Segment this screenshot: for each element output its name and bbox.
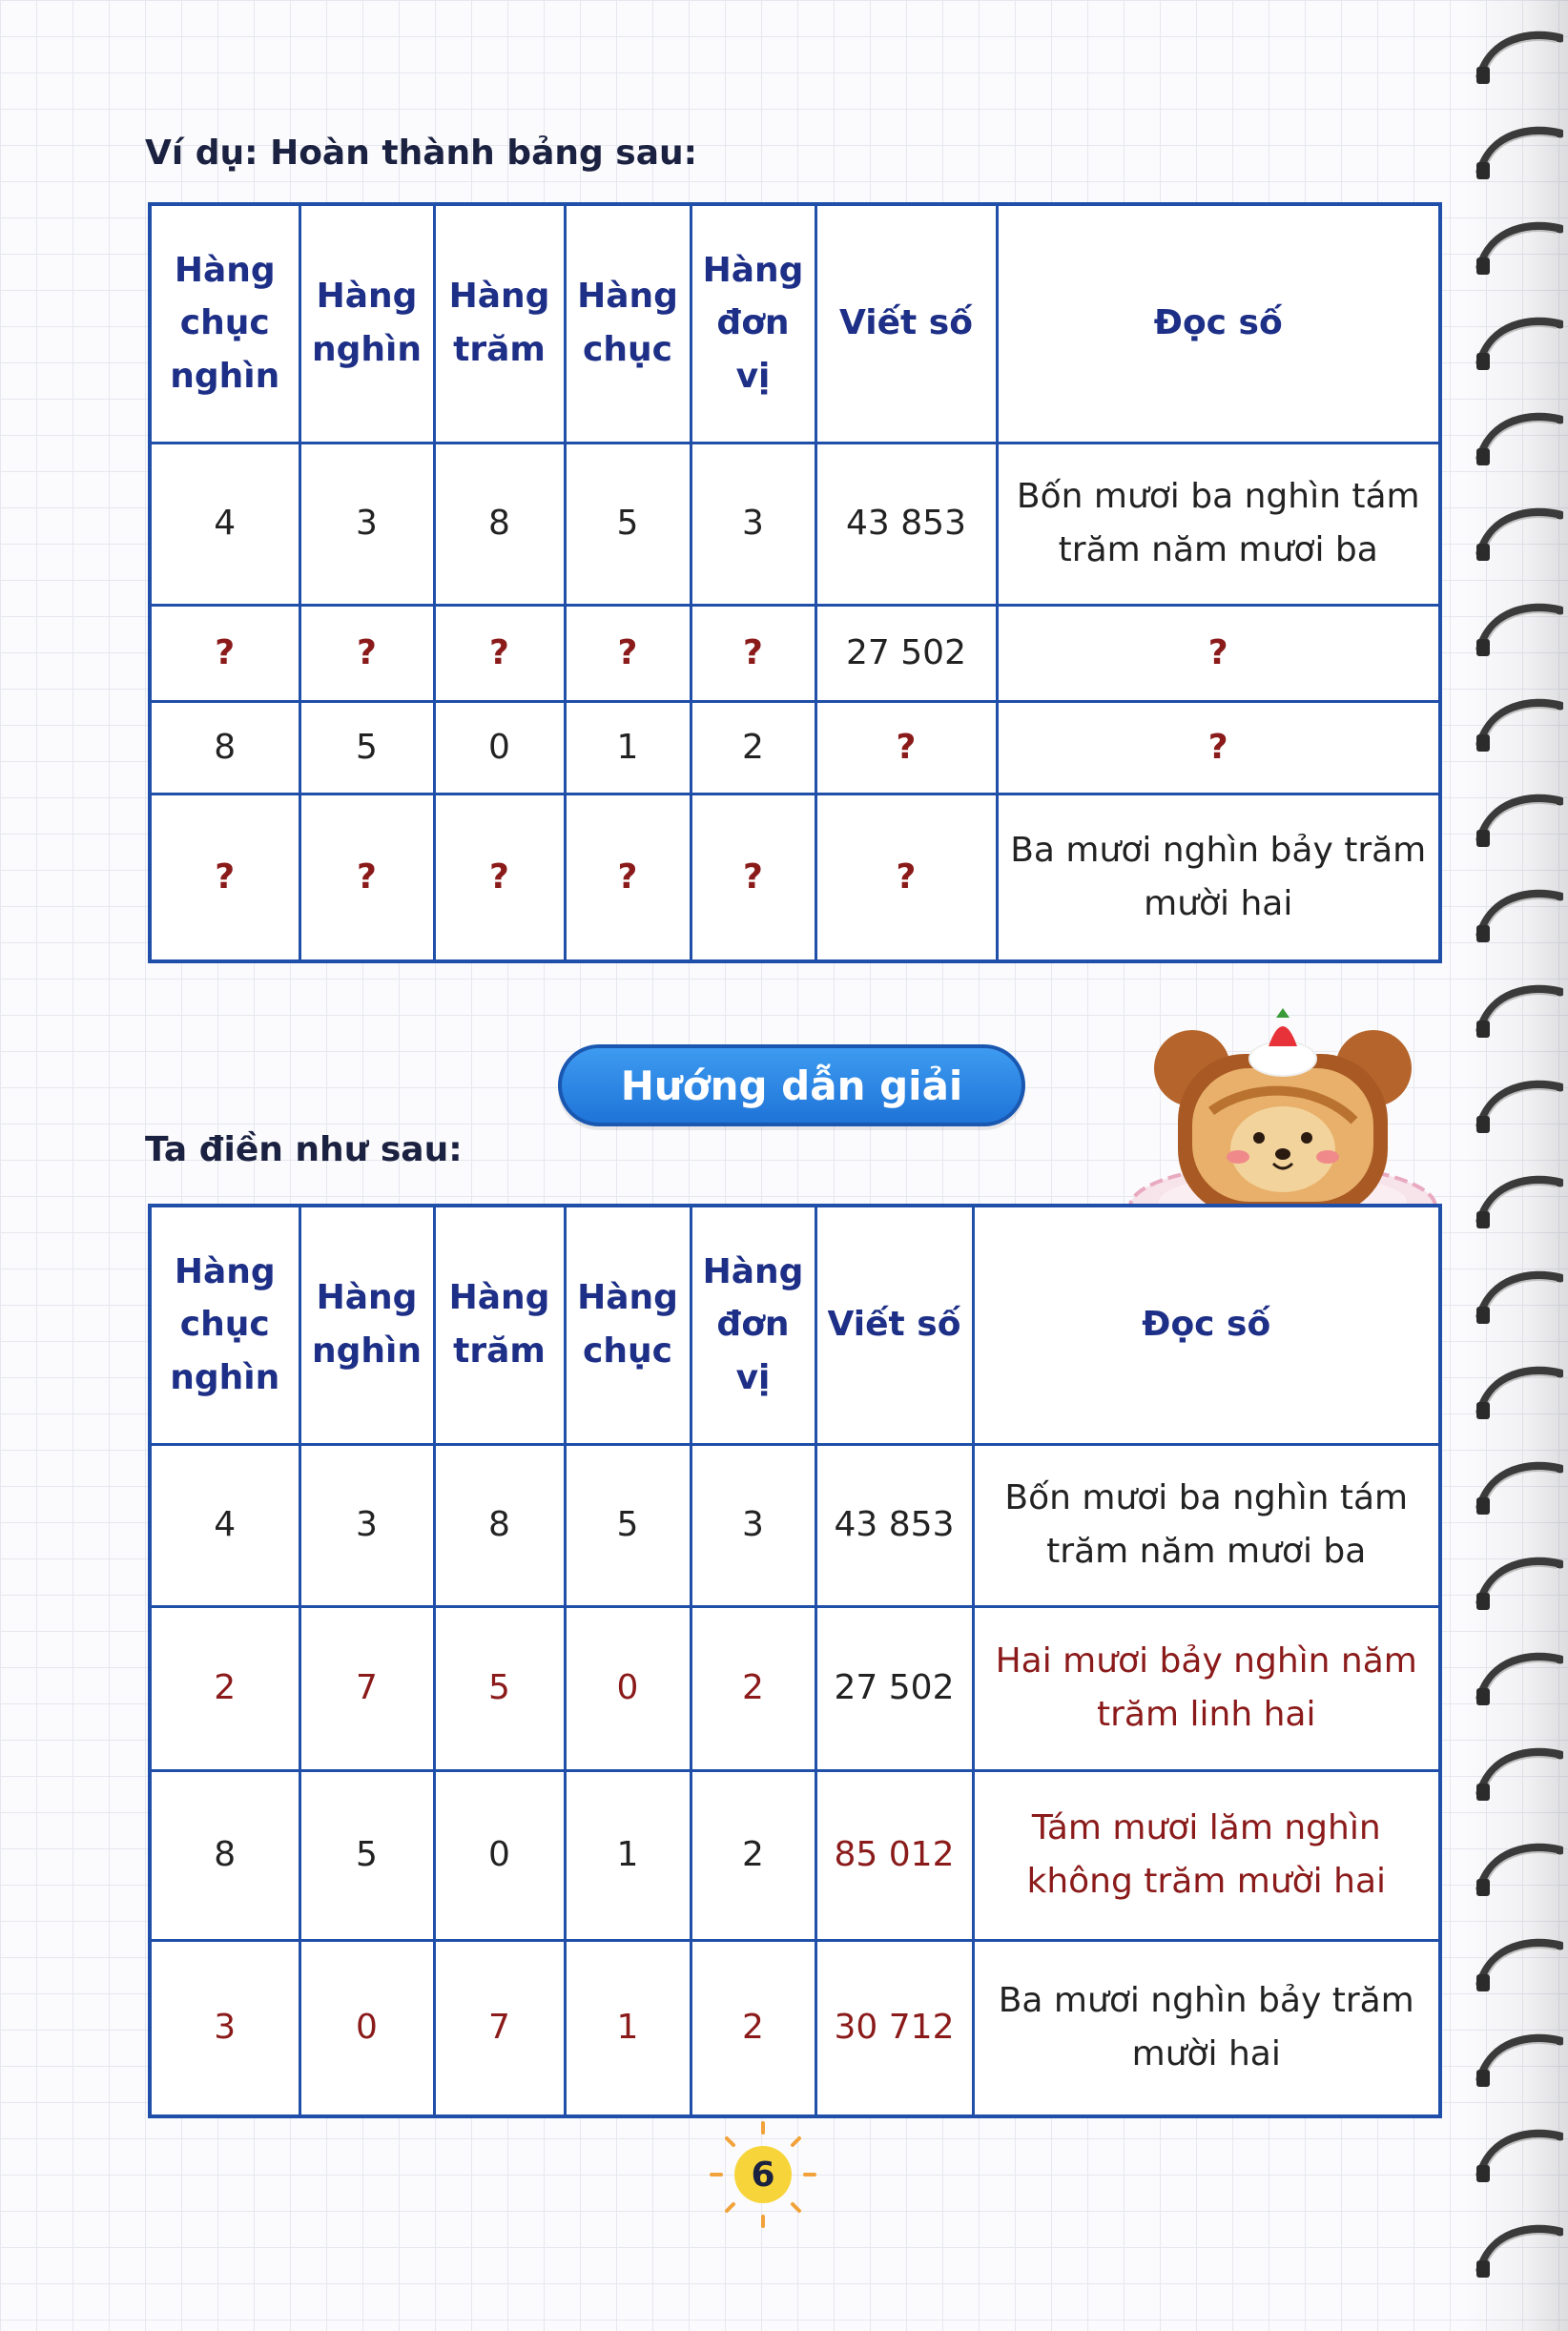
header-chuc-nghin: Hàng chục nghìn	[150, 1206, 299, 1444]
spiral-ring-icon	[1473, 792, 1563, 849]
table-cell: 8	[434, 443, 565, 605]
spiral-ring-icon	[1473, 1841, 1563, 1898]
reading-cell: Hai mươi bảy nghìn năm trăm linh hai	[973, 1606, 1440, 1770]
exercise-table	[148, 202, 1442, 963]
header-doc-so: Đọc số	[973, 1206, 1440, 1444]
page-number: 6	[734, 2146, 792, 2203]
spiral-ring-icon	[1473, 1555, 1563, 1612]
table-cell: 1	[565, 1940, 691, 2116]
table-cell: ?	[815, 701, 997, 794]
table-cell: ?	[691, 605, 815, 701]
table-cell: 8	[434, 1444, 565, 1606]
table-row	[150, 794, 1440, 961]
table-row	[150, 701, 1440, 794]
header-don-vi: Hàng đơn vị	[691, 1206, 815, 1444]
table-cell: 5	[434, 1606, 565, 1770]
table-cell: 1	[565, 701, 691, 794]
table-cell: 2	[691, 1770, 815, 1940]
table-cell: 0	[299, 1940, 434, 2116]
table-cell: 5	[299, 701, 434, 794]
table-cell: ?	[150, 794, 299, 961]
table-cell: ?	[150, 605, 299, 701]
table-cell: ?	[434, 605, 565, 701]
header-viet-so: Viết số	[815, 1206, 973, 1444]
spiral-ring-icon	[1473, 696, 1563, 753]
table-cell: 0	[565, 1606, 691, 1770]
table-row	[150, 1444, 1440, 1606]
table-cell: 30 712	[815, 1940, 973, 2116]
table-cell: 8	[150, 1770, 299, 1940]
table-cell: 3	[691, 1444, 815, 1606]
spiral-ring-icon	[1473, 1936, 1563, 1993]
table-cell: ?	[691, 794, 815, 961]
table-cell: ?	[815, 794, 997, 961]
solution-intro: Ta điền như sau:	[145, 1130, 463, 1169]
table-cell: 27 502	[815, 1606, 973, 1770]
table-cell: 5	[565, 443, 691, 605]
header-tram: Hàng trăm	[434, 204, 565, 443]
spiral-ring-icon	[1473, 2222, 1563, 2279]
table-cell: 85 012	[815, 1770, 973, 1940]
spiral-binding	[1463, 0, 1568, 2331]
table-row	[150, 605, 1440, 701]
table-cell: 7	[434, 1940, 565, 2116]
table-cell: ?	[299, 605, 434, 701]
header-chuc: Hàng chục	[565, 1206, 691, 1444]
table-cell: 7	[299, 1606, 434, 1770]
spiral-ring-icon	[1473, 887, 1563, 944]
spiral-ring-icon	[1473, 219, 1563, 277]
header-chuc: Hàng chục	[565, 204, 691, 443]
reading-cell: ?	[997, 605, 1440, 701]
spiral-ring-icon	[1473, 124, 1563, 181]
header-viet-so: Viết số	[815, 204, 997, 443]
spiral-ring-icon	[1473, 315, 1563, 372]
header-nghin: Hàng nghìn	[299, 1206, 434, 1444]
table-cell: 43 853	[815, 1444, 973, 1606]
reading-cell: Tám mươi lăm nghìn không trăm mười hai	[973, 1770, 1440, 1940]
table-cell: 3	[299, 443, 434, 605]
exercise-intro: Ví dụ: Hoàn thành bảng sau:	[145, 134, 698, 173]
header-doc-so: Đọc số	[997, 204, 1440, 443]
table-cell: 0	[434, 701, 565, 794]
reading-cell: ?	[997, 701, 1440, 794]
reading-cell: Bốn mươi ba nghìn tám trăm năm mươi ba	[973, 1444, 1440, 1606]
table-cell: ?	[565, 794, 691, 961]
table-cell: 2	[691, 1940, 815, 2116]
reading-cell: Ba mươi nghìn bảy trăm mười hai	[997, 794, 1440, 961]
table-cell: 27 502	[815, 605, 997, 701]
table-cell: 2	[150, 1606, 299, 1770]
table-cell: 43 853	[815, 443, 997, 605]
table-row	[150, 1606, 1440, 1770]
spiral-ring-icon	[1473, 1745, 1563, 1803]
header-nghin: Hàng nghìn	[299, 204, 434, 443]
table-cell: 8	[150, 701, 299, 794]
spiral-ring-icon	[1473, 410, 1563, 467]
spiral-ring-icon	[1473, 1364, 1563, 1421]
table-row	[150, 443, 1440, 605]
table-cell: 4	[150, 443, 299, 605]
header-tram: Hàng trăm	[434, 1206, 565, 1444]
table-cell: ?	[299, 794, 434, 961]
table-cell: 4	[150, 1444, 299, 1606]
spiral-ring-icon	[1473, 505, 1563, 563]
header-don-vi: Hàng đơn vị	[691, 204, 815, 443]
table-cell: 3	[299, 1444, 434, 1606]
solution-table	[148, 1204, 1442, 2118]
spiral-ring-icon	[1473, 1078, 1563, 1135]
spiral-ring-icon	[1473, 1269, 1563, 1326]
table-cell: 5	[299, 1770, 434, 1940]
table-cell: 5	[565, 1444, 691, 1606]
table-row	[150, 1770, 1440, 1940]
header-chuc-nghin: Hàng chục nghìn	[150, 204, 299, 443]
reading-cell: Bốn mươi ba nghìn tám trăm năm mươi ba	[997, 443, 1440, 605]
table-cell: ?	[434, 794, 565, 961]
spiral-ring-icon	[1473, 2032, 1563, 2089]
spiral-ring-icon	[1473, 29, 1563, 86]
solution-header-row	[150, 1206, 1440, 1444]
spiral-ring-icon	[1473, 1650, 1563, 1707]
table-cell: 3	[150, 1940, 299, 2116]
table-cell: 1	[565, 1770, 691, 1940]
spiral-ring-icon	[1473, 982, 1563, 1040]
table-cell: 3	[691, 443, 815, 605]
spiral-ring-icon	[1473, 1173, 1563, 1230]
reading-cell: Ba mươi nghìn bảy trăm mười hai	[973, 1940, 1440, 2116]
table-cell: 2	[691, 701, 815, 794]
table-row	[150, 1940, 1440, 2116]
table-cell: 2	[691, 1606, 815, 1770]
solution-banner: Hướng dẫn giải	[558, 1044, 1025, 1126]
spiral-ring-icon	[1473, 601, 1563, 658]
spiral-ring-icon	[1473, 2127, 1563, 2184]
spiral-ring-icon	[1473, 1459, 1563, 1516]
table-cell: ?	[565, 605, 691, 701]
table-cell: 0	[434, 1770, 565, 1940]
exercise-header-row	[150, 204, 1440, 443]
